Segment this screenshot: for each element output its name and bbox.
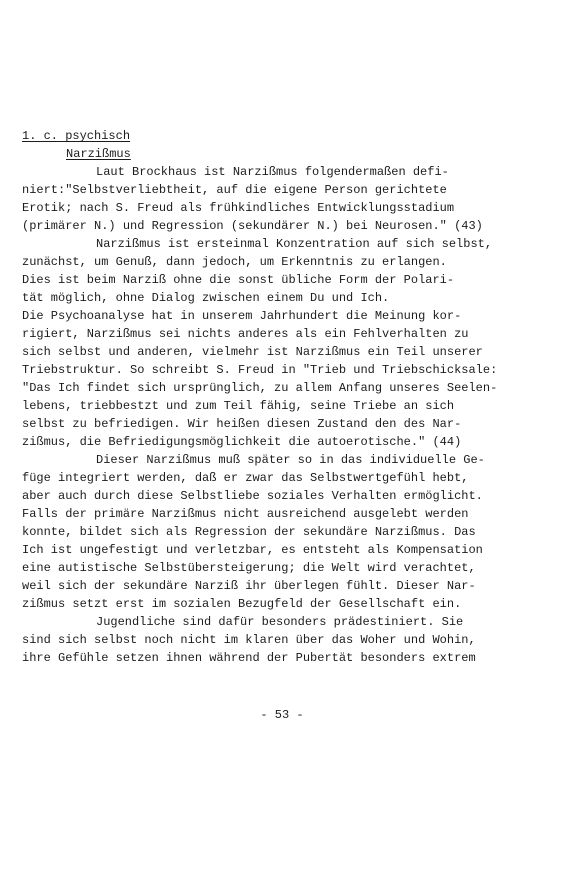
- text-line: weil sich der sekundäre Narziß ihr überlegen fühlt. Dieser Nar-: [22, 579, 476, 593]
- text-line: Ich ist ungefestigt und verletzbar, es entsteht als Kompensation: [22, 543, 483, 557]
- text-line: ihre Gefühle setzen ihnen während der Pubertät besonders extrem: [22, 651, 476, 665]
- text-line: (primärer N.) und Regression (sekundärer N.) bei Neurosen." (43): [22, 219, 483, 233]
- text-line: zißmus, die Befriedigungsmöglichkeit die autoerotische." (44): [22, 435, 462, 449]
- text-line: Falls der primäre Narzißmus nicht ausreichend ausgelebt werden: [22, 507, 469, 521]
- page-number: - 53 -: [260, 708, 304, 722]
- text-line: lebens, triebbestzt und zum Teil fähig, seine Triebe an sich: [22, 399, 455, 413]
- text-line: Narzißmus ist ersteinmal Konzentration auf sich selbst,: [96, 237, 493, 251]
- subheading: Narzißmus: [66, 147, 131, 161]
- text-line: Dieser Narzißmus muß später so in das individuelle Ge-: [96, 453, 485, 467]
- text-line: Jugendliche sind dafür besonders prädestiniert. Sie: [96, 615, 464, 629]
- text-line: Erotik; nach S. Freud als frühkindliches Entwicklungsstadium: [22, 201, 455, 215]
- text-line: konnte, bildet sich als Regression der sekundäre Narzißmus. Das: [22, 525, 476, 539]
- text-line: zunächst, um Genuß, dann jedoch, um Erkenntnis zu erlangen.: [22, 255, 447, 269]
- text-line: füge integriert werden, daß er zwar das Selbstwertgefühl hebt,: [22, 471, 469, 485]
- text-line: aber auch durch diese Selbstliebe soziales Verhalten ermöglicht.: [22, 489, 483, 503]
- section-heading: 1. c. psychisch: [22, 129, 131, 143]
- text-line: tät möglich, ohne Dialog zwischen einem Du und Ich.: [22, 291, 390, 305]
- text-line: Die Psychoanalyse hat in unserem Jahrhundert die Meinung kor-: [22, 309, 462, 323]
- text-line: "Das Ich findet sich ursprünglich, zu allem Anfang unseres Seelen-: [22, 381, 498, 395]
- text-line: Laut Brockhaus ist Narzißmus folgendermaßen defi-: [96, 165, 449, 179]
- text-line: eine autistische Selbstübersteigerung; die Welt wird verachtet,: [22, 561, 476, 575]
- text-line: Triebstruktur. So schreibt S. Freud in "Trieb und Triebschicksale:: [22, 363, 498, 377]
- text-line: sind sich selbst noch nicht im klaren über das Woher und Wohin,: [22, 633, 476, 647]
- text-line: zißmus setzt erst im sozialen Bezugfeld der Gesellschaft ein.: [22, 597, 462, 611]
- text-line: niert:"Selbstverliebtheit, auf die eigene Person gerichtete: [22, 183, 447, 197]
- text-line: sich selbst und anderen, vielmehr ist Narzißmus ein Teil unserer: [22, 345, 483, 359]
- text-line: selbst zu befriedigen. Wir heißen diesen Zustand den des Nar-: [22, 417, 462, 431]
- text-line: Dies ist beim Narziß ohne die sonst übliche Form der Polari-: [22, 273, 455, 287]
- text-line: rigiert, Narzißmus sei nichts anderes als ein Fehlverhalten zu: [22, 327, 469, 341]
